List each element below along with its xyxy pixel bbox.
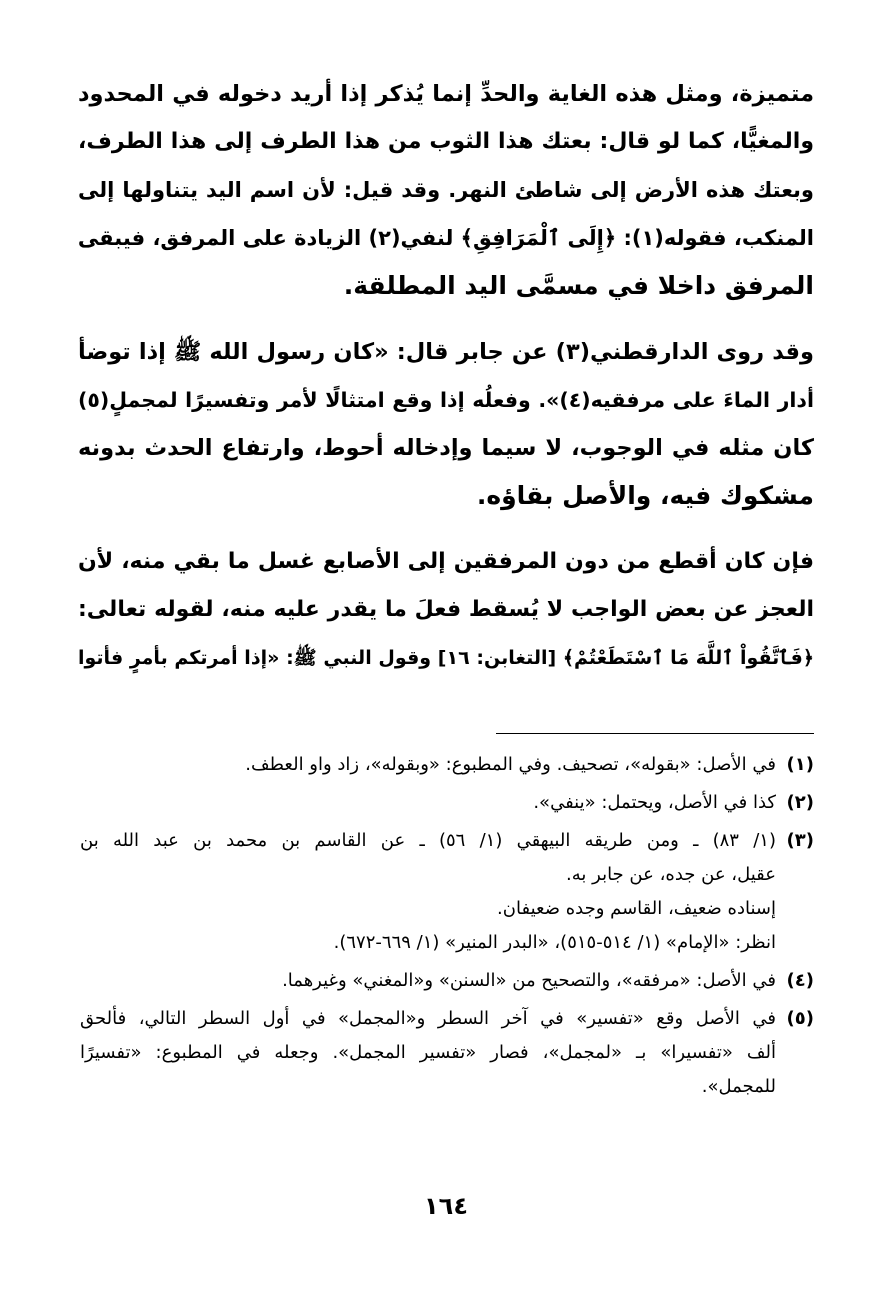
footnote-line: في الأصل: «بقوله»، تصحيف. وفي المطبوع: «وبقوله»، زاد واو العطف. (245, 754, 776, 775)
paragraph (78, 538, 814, 682)
footnote-line: (١/ ٨٣) ـ ومن طريقه البيهقي (١/ ٥٦) ـ عن القاسم بن محمد بن عبد الله بن (80, 830, 776, 851)
footnote (80, 1002, 814, 1104)
text-line: متميزة، ومثل هذه الغاية والحدِّ إنما يُذكر إذا أريد دخوله في المحدود (78, 81, 814, 107)
page-number: ١٦٤ (424, 1192, 468, 1220)
text-line: وقد روى الدارقطني(٣) عن جابر قال: «كان رسول الله ﷺ إذا توضأ (78, 339, 814, 365)
footnote-line: إسناده ضعيف، القاسم وجده ضعيفان. (497, 898, 776, 919)
text-line: فإن كان أقطع من دون المرفقين إلى الأصابع غسل ما بقي منه، لأن (78, 549, 814, 574)
text-line: والمغيًّا، كما لو قال: بعتك هذا الثوب من هذا الطرف إلى هذا الطرف، (78, 129, 814, 154)
footnote (80, 964, 814, 998)
text-line: كان مثله في الوجوب، لا سيما وإدخاله أحوط، وارتفاع الحدث بدونه (78, 435, 814, 461)
text-line: مشكوك فيه، والأصل بقاؤه. (476, 481, 814, 510)
text-line: أدار الماءَ على مرفقيه(٤)». وفعلُه إذا وقع امتثالًا لأمر وتفسيرًا لمجملٍ(٥) (78, 388, 814, 412)
footnote-number: (٤) (786, 970, 814, 991)
footnote-line: عقيل، عن جده، عن جابر به. (566, 864, 776, 885)
footnote-line: انظر: «الإمام» (١/ ٥١٤-٥١٥)، «البدر المنير» (١/ ٦٦٩-٦٧٢). (333, 932, 776, 953)
footnote (80, 748, 814, 782)
footnote-number: (٥) (786, 1008, 814, 1029)
text-line: وبعتك هذه الأرض إلى شاطئ النهر. وقد قيل: لأن اسم اليد يتناولها إلى (78, 178, 814, 202)
footnote-number: (١) (786, 754, 814, 775)
footnote-number: (٢) (786, 792, 814, 813)
footnote-number: (٣) (786, 830, 814, 851)
footnote (80, 824, 814, 960)
footnote-line: في الأصل: «مرفقه»، والتصحيح من «السنن» و«المغني» وغيرهما. (282, 970, 776, 991)
text-line: العجز عن بعض الواجب لا يُسقط فعلَ ما يقدر عليه منه، لقوله تعالى: (78, 597, 814, 622)
text-line: المرفق داخلا في مسمَّى اليد المطلقة. (343, 271, 814, 300)
footnote-line: في الأصل وقع «تفسير» في آخر السطر و«المجمل» في أول السطر التالي، فألحق (80, 1008, 776, 1029)
paragraph (78, 70, 814, 310)
footnote-line: كذا في الأصل، ويحتمل: «ينفي». (533, 792, 776, 813)
main-text (78, 70, 814, 700)
footnotes (80, 748, 814, 1108)
text-line: المنكب، فقوله(١): ﴿إِلَى ٱلْمَرَافِقِ﴾ لنفي(٢) الزيادة على المرفق، فيبقى (77, 226, 814, 250)
footnote-line: للمجمل». (701, 1076, 776, 1097)
text-line: ﴿فَٱتَّقُواْ ٱللَّهَ مَا ٱسْتَطَعْتُمْ﴾ [التغابن: ١٦] وقول النبي ﷺ: «إذا أمرتكم بأمرٍ فأتوا (78, 647, 814, 669)
footnote-line: ألف «تفسيرا» بـ «لمجمل»، فصار «تفسير المجمل». وجعله في المطبوع: «تفسيرًا (80, 1042, 776, 1063)
footnote (80, 786, 814, 820)
footnote-separator (496, 733, 814, 734)
paragraph (78, 328, 814, 520)
